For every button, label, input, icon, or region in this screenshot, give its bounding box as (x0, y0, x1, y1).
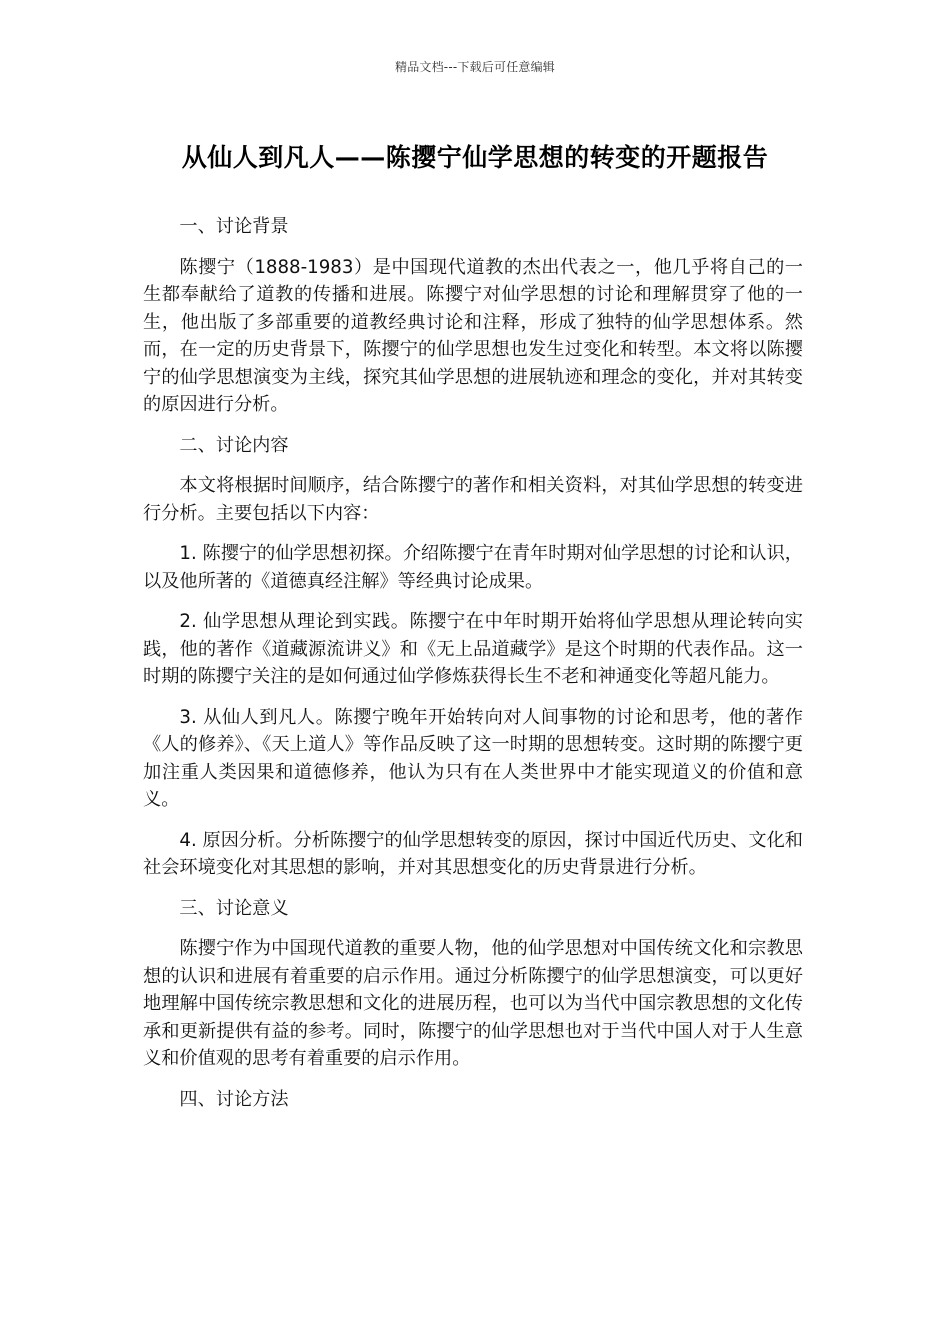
section-heading-background: 一、讨论背景 (179, 216, 289, 237)
list-item-2: 2. 仙学思想从理论到实践。陈撄宁在中年时期开始将仙学思想从理论转向实践，他的著作《道藏源流讲义》和《无上品道藏学》是这个时期的代表作品。这一时期的陈撄宁关注的是如何通过仙学修炼获得长生不老和神通变化等超凡能力。 (143, 611, 803, 687)
list-item-3: 3. 从仙人到凡人。陈撄宁晚年开始转向对人间事物的讨论和思考，他的著作《人的修养》、《天上道人》等作品反映了这一时期的思想转变。这时期的陈撄宁更加注重人类因果和道德修养，他认为只有在人类世界中才能实现道义的价值和意义。 (143, 706, 803, 810)
document-title: 从仙人到凡人——陈撄宁仙学思想的转变的开题报告 (181, 143, 769, 172)
list-item-4: 4. 原因分析。分析陈撄宁的仙学思想转变的原因，探讨中国近代历史、文化和社会环境变化对其思想的影响，并对其思想变化的历史背景进行分析。 (143, 829, 803, 878)
paragraph-significance: 陈撄宁作为中国现代道教的重要人物，他的仙学思想对中国传统文化和宗教思想的认识和进展有着重要的启示作用。通过分析陈撄宁的仙学思想演变，可以更好地理解中国传统宗教思想和文化的进展历程，也可以为当代中国宗教思想的文化传承和更新提供有益的参考。同时，陈撄宁的仙学思想也对于当代中国人对于人生意义和价值观的思考有着重要的启示作用。 (143, 938, 803, 1069)
paragraph-content-intro: 本文将根据时间顺序，结合陈撄宁的著作和相关资料，对其仙学思想的转变进行分析。主要包括以下内容： (143, 475, 803, 524)
header-note: 精品文档---下载后可任意编辑 (395, 60, 555, 74)
section-heading-method: 四、讨论方法 (179, 1088, 289, 1110)
section-heading-content: 二、讨论内容 (179, 434, 289, 456)
section-heading-significance: 三、讨论意义 (179, 897, 289, 919)
paragraph-background: 陈撄宁（1888-1983）是中国现代道教的杰出代表之一，他几乎将自己的一生都奉献给了道教的传播和进展。陈撄宁对仙学思想的讨论和理解贯穿了他的一生，他出版了多部重要的道教经典讨论和注释，形成了独特的仙学思想体系。然而，在一定的历史背景下，陈撄宁的仙学思想也发生过变化和转型。本文将以陈撄宁的仙学思想演变为主线，探究其仙学思想的进展轨迹和理念的变化，并对其转变的原因进行分析。 (143, 256, 803, 415)
document-body (143, 213, 803, 1126)
list-item-1: 1. 陈撄宁的仙学思想初探。介绍陈撄宁在青年时期对仙学思想的讨论和认识，以及他所著的《道德真经注解》等经典讨论成果。 (143, 543, 803, 592)
